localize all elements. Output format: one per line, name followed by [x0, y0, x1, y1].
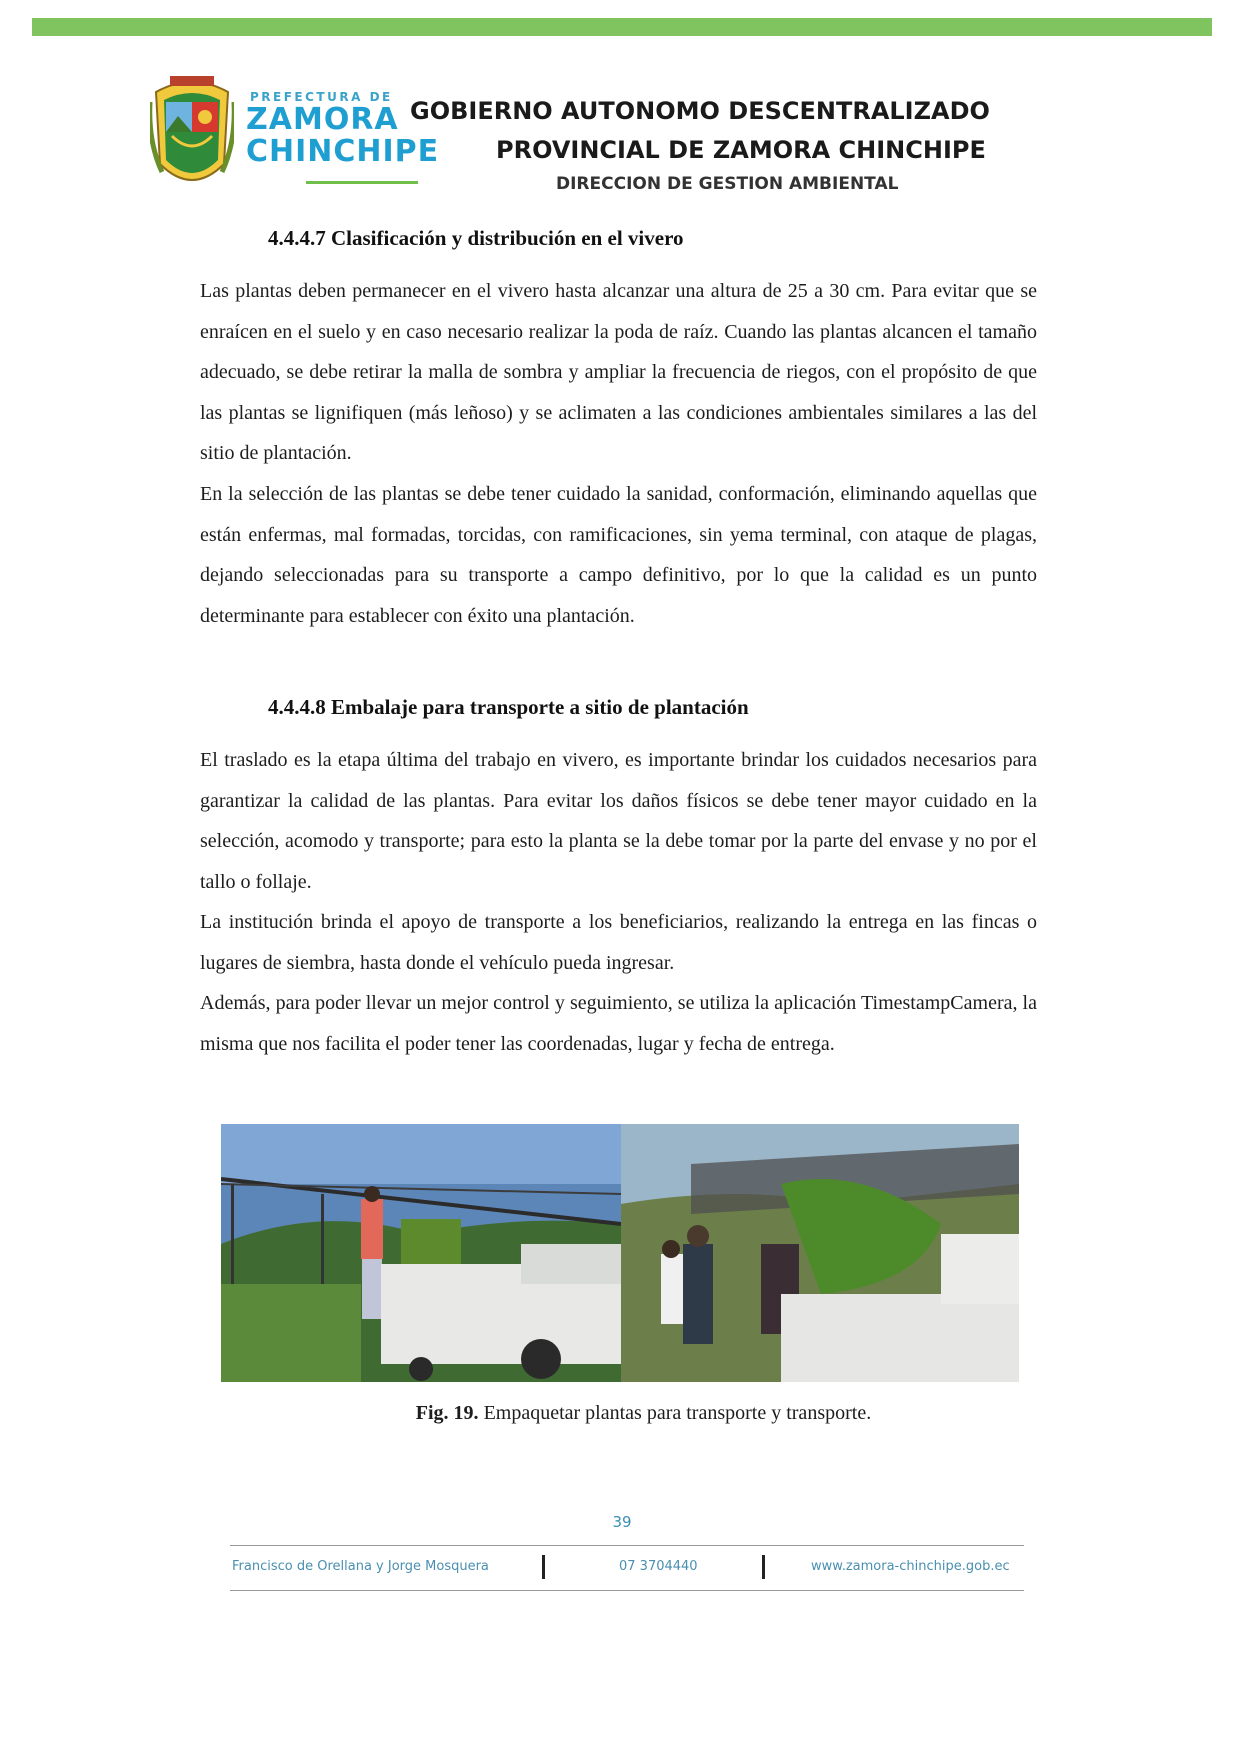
top-green-bar	[32, 18, 1212, 36]
figure-photos	[221, 1124, 1019, 1382]
footer-separator	[762, 1555, 765, 1579]
paragraph: La institución brinda el apoyo de transporte a los beneficiarios, realizando la entrega en las fincas o lugares de siembra, hasta donde el vehículo pueda ingresar.	[200, 911, 1037, 974]
footer-rule-bottom	[230, 1590, 1024, 1591]
footer-separator	[542, 1555, 545, 1579]
figure-label: Fig. 19.	[415, 1402, 479, 1424]
brand-chinchipe-label: CHINCHIPE	[246, 134, 440, 169]
footer-phone: 07 3704440	[619, 1559, 698, 1574]
zamora-chinchipe-coat-of-arms-icon	[150, 72, 234, 200]
section-heading-4-4-4-8: 4.4.4.8 Embalaje para transporte a sitio de plantación	[268, 695, 749, 719]
paragraph: El traslado es la etapa última del trabajo en vivero, es importante brindar los cuidados necesarios para garantizar la calidad de las plantas. Para evitar los daños físicos se debe tener mayor cuidado en la selección, acomodo y transporte; para esto la planta se la debe tomar por la parte del envase y no por el tallo o follaje.	[200, 749, 1037, 893]
gov-department: DIRECCION DE GESTION AMBIENTAL	[556, 174, 899, 194]
gov-title-line2: PROVINCIAL DE ZAMORA CHINCHIPE	[496, 136, 986, 164]
brand-prefectura-label: PREFECTURA DE	[250, 90, 393, 104]
paragraph: En la selección de las plantas se debe tener cuidado la sanidad, conformación, eliminando aquellas que están enfermas, mal formadas, torcidas, con ramificaciones, sin yema terminal, con ataque de plagas, dejando seleccionadas para su transporte a campo definitivo, por lo que la calidad es un punto determinante para establecer con éxito una plantación.	[200, 483, 1037, 627]
footer-rule-top	[230, 1545, 1024, 1546]
footer-website-link[interactable]: www.zamora-chinchipe.gob.ec	[811, 1559, 1010, 1574]
section-heading-4-4-4-7: 4.4.4.7 Clasificación y distribución en el vivero	[268, 226, 684, 250]
paragraph: Las plantas deben permanecer en el vivero hasta alcanzar una altura de 25 a 30 cm. Para evitar que se enraícen en el suelo y en caso necesario realizar la poda de raíz. Cuando las plantas alcancen el tamaño adecuado, se debe retirar la malla de sombra y ampliar la frecuencia de riegos, con el propósito de que las plantas se lignifiquen (más leñoso) y se aclimaten a las condiciones ambientales similares a las del sitio de plantación.	[200, 280, 1037, 464]
brand-underline	[306, 181, 418, 184]
gov-title-line1: GOBIERNO AUTONOMO DESCENTRALIZADO	[410, 97, 990, 125]
brand-zamora-label: ZAMORA	[246, 102, 399, 137]
nursery-transport-photo	[221, 1124, 1019, 1382]
figure-caption	[0, 1402, 1240, 1425]
figure-caption-text: Empaquetar plantas para transporte y transporte.	[483, 1402, 872, 1424]
page-number: 39	[612, 1513, 632, 1531]
paragraph: Además, para poder llevar un mejor control y seguimiento, se utiliza la aplicación TimestampCamera, la misma que nos facilita el poder tener las coordenadas, lugar y fecha de entrega.	[200, 992, 1037, 1055]
footer-address: Francisco de Orellana y Jorge Mosquera	[232, 1559, 489, 1574]
